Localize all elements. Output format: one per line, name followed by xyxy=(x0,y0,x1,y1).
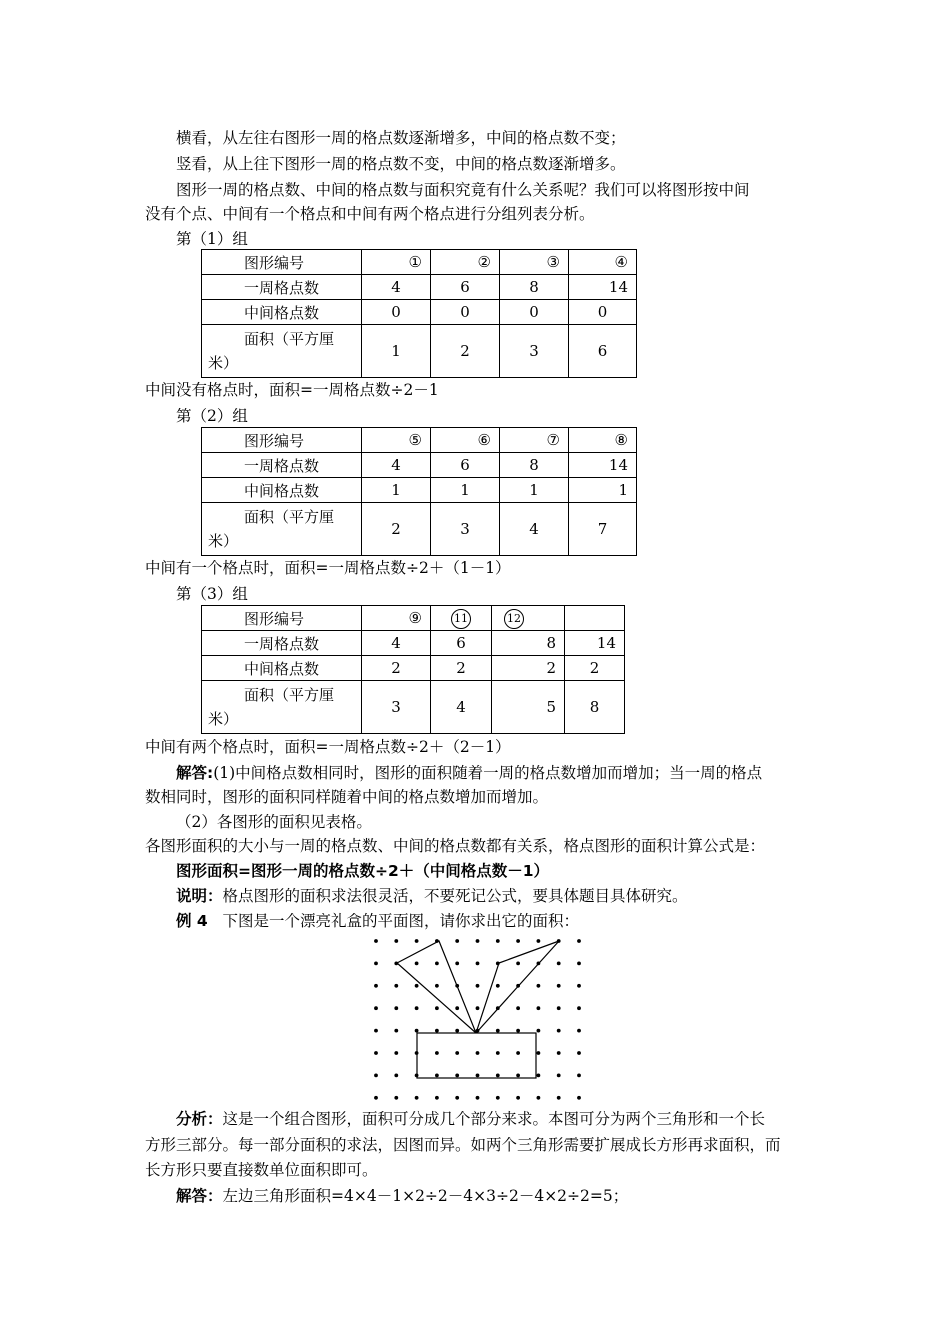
example-label: 例 4 xyxy=(176,912,208,930)
grid-dot xyxy=(374,984,378,988)
table-cell: 2 xyxy=(362,656,431,681)
analysis-line3: 长方形只要直接数单位面积即可。 xyxy=(145,1161,378,1179)
analysis-text: 这是一个组合图形，面积可分成几个部分来求。本图可分为两个三角形和一个长 xyxy=(222,1110,766,1128)
table-cell: 4 xyxy=(362,631,431,656)
header-cell: ⑥ xyxy=(431,428,500,453)
grid-dot xyxy=(415,1006,419,1010)
table-cell: 3 xyxy=(431,503,500,556)
grid-dot xyxy=(557,1096,561,1100)
grid-dot xyxy=(455,1006,459,1010)
grid-dot xyxy=(394,1006,398,1010)
grid-dot xyxy=(476,1051,480,1055)
area-label xyxy=(202,681,362,734)
grid-dot xyxy=(455,1051,459,1055)
row-label: 一周格点数 xyxy=(202,275,362,300)
para-horizontal: 横看，从左往右图形一周的格点数逐渐增多，中间的格点数不变； xyxy=(176,129,626,147)
grid-dot xyxy=(516,939,520,943)
table-cell: 14 xyxy=(565,631,625,656)
grid-dot xyxy=(577,984,581,988)
grid-dot xyxy=(516,1096,520,1100)
area-label-line2: 米） xyxy=(208,354,239,372)
area-label-line2: 米） xyxy=(208,532,239,550)
grid-dot xyxy=(537,939,541,943)
grid-dot xyxy=(516,1051,520,1055)
grid-dot xyxy=(435,1006,439,1010)
group1-title: 第（1）组 xyxy=(176,230,248,248)
grid-dot xyxy=(577,962,581,966)
answer-text: 左边三角形面积=4×4－1×2÷2－4×3÷2－4×2÷2=5； xyxy=(222,1187,629,1205)
group1-conclusion: 中间没有格点时，面积=一周格点数÷2－1 xyxy=(145,381,439,399)
header-cell xyxy=(492,606,565,631)
circled-number: 11 xyxy=(451,609,471,629)
table-cell: 6 xyxy=(431,453,500,478)
area-label-line2: 米） xyxy=(208,710,239,728)
group3-title: 第（3）组 xyxy=(176,585,248,603)
analysis-line2: 方形三部分。每一部分面积的求法，因图而异。如两个三角形需要扩展成长方形再求面积，而 xyxy=(145,1136,781,1154)
grid-dot xyxy=(496,1051,500,1055)
grid-dot xyxy=(374,1006,378,1010)
grid-dot xyxy=(577,1051,581,1055)
table-cell: 4 xyxy=(431,681,492,734)
table-cell: 0 xyxy=(569,300,637,325)
group3-conclusion: 中间有两个格点时，面积=一周格点数÷2＋（2－1） xyxy=(145,738,511,756)
header-cell: ① xyxy=(362,250,431,275)
grid-dot xyxy=(537,1074,541,1078)
grid-dot xyxy=(415,962,419,966)
header-cell: ③ xyxy=(500,250,569,275)
table-cell: 1 xyxy=(362,478,431,503)
table-row xyxy=(202,428,637,453)
grid-dot xyxy=(455,1074,459,1078)
grid-dot xyxy=(435,1051,439,1055)
header-cell: ⑦ xyxy=(500,428,569,453)
row-label: 中间格点数 xyxy=(202,478,362,503)
table-cell: 1 xyxy=(500,478,569,503)
table-row xyxy=(202,325,637,378)
grid-dot xyxy=(394,1074,398,1078)
summary: 各图形面积的大小与一周的格点数、中间的格点数都有关系，格点图形的面积计算公式是： xyxy=(145,837,766,855)
grid-dot xyxy=(455,939,459,943)
grid-dot xyxy=(537,984,541,988)
grid-dot xyxy=(557,1006,561,1010)
grid-dot xyxy=(577,1006,581,1010)
grid-dot xyxy=(476,1096,480,1100)
para-question-2: 没有个点、中间有一个格点和中间有两个格点进行分组列表分析。 xyxy=(145,205,595,223)
note-label: 说明： xyxy=(176,887,223,905)
group3-table xyxy=(201,605,625,734)
grid-dot xyxy=(476,984,480,988)
grid-dot xyxy=(415,1096,419,1100)
grid-dot xyxy=(557,962,561,966)
dot-grid xyxy=(374,939,581,1100)
header-cell: ⑧ xyxy=(569,428,637,453)
grid-dot xyxy=(394,939,398,943)
header-cell: 图形编号 xyxy=(202,606,362,631)
grid-dot xyxy=(374,1074,378,1078)
table-cell: 8 xyxy=(565,681,625,734)
answer-text: (1)中间格点数相同时，图形的面积随着一周的格点数增加而增加；当一周的格点 xyxy=(213,764,763,782)
grid-dot xyxy=(476,1006,480,1010)
table-cell: 6 xyxy=(431,275,500,300)
table-cell: 1 xyxy=(431,478,500,503)
table-row xyxy=(202,300,637,325)
grid-dot xyxy=(415,984,419,988)
grid-dot xyxy=(394,1051,398,1055)
example4 xyxy=(176,911,846,931)
table-cell: 7 xyxy=(569,503,637,556)
grid-dot xyxy=(537,1006,541,1010)
header-cell: ② xyxy=(431,250,500,275)
answer3 xyxy=(176,1186,846,1206)
header-cell xyxy=(565,606,625,631)
grid-dot xyxy=(455,1029,459,1033)
right-triangle xyxy=(476,941,559,1033)
table-cell: 8 xyxy=(500,453,569,478)
table-cell: 0 xyxy=(431,300,500,325)
grid-dot xyxy=(455,1096,459,1100)
table-row xyxy=(202,681,625,734)
table-cell: 4 xyxy=(500,503,569,556)
formula: 图形面积=图形一周的格点数÷2＋（中间格点数－1） xyxy=(176,862,550,880)
grid-dot xyxy=(557,984,561,988)
grid-dot xyxy=(537,1096,541,1100)
para-vertical: 竖看，从上往下图形一周的格点数不变，中间的格点数逐渐增多。 xyxy=(176,155,626,173)
area-label xyxy=(202,325,362,378)
analysis-label: 分析： xyxy=(176,1110,223,1128)
note xyxy=(176,886,846,906)
grid-dot xyxy=(476,1074,480,1078)
table-row xyxy=(202,606,625,631)
table-cell: 2 xyxy=(431,325,500,378)
grid-dot xyxy=(557,1074,561,1078)
grid-dot xyxy=(516,1029,520,1033)
grid-dot xyxy=(496,939,500,943)
gift-box-dot-grid xyxy=(355,930,595,1100)
table-cell: 1 xyxy=(362,325,431,378)
table-cell: 8 xyxy=(500,275,569,300)
table-cell: 4 xyxy=(362,453,431,478)
group2-table xyxy=(201,427,637,556)
group2-title: 第（2）组 xyxy=(176,407,248,425)
answer1-line2: 数相同时，图形的面积同样随着中间的格点数增加而增加。 xyxy=(145,788,549,806)
grid-dot xyxy=(557,1051,561,1055)
group2-conclusion: 中间有一个格点时，面积=一周格点数÷2＋（1－1） xyxy=(145,559,511,577)
header-cell: 图形编号 xyxy=(202,428,362,453)
grid-dot xyxy=(496,1074,500,1078)
table-cell: 14 xyxy=(569,453,637,478)
table-row xyxy=(202,503,637,556)
table-cell: 5 xyxy=(492,681,565,734)
header-cell: ⑤ xyxy=(362,428,431,453)
table-cell: 3 xyxy=(362,681,431,734)
answer-label: 解答： xyxy=(176,1187,223,1205)
table-row xyxy=(202,275,637,300)
header-cell xyxy=(431,606,492,631)
group1-table xyxy=(201,249,637,378)
table-row xyxy=(202,250,637,275)
table-cell: 8 xyxy=(492,631,565,656)
table-row xyxy=(202,631,625,656)
grid-dot xyxy=(476,962,480,966)
grid-dot xyxy=(435,1096,439,1100)
grid-dot xyxy=(496,984,500,988)
grid-dot xyxy=(374,939,378,943)
table-cell: 2 xyxy=(431,656,492,681)
example-text: 下图是一个漂亮礼盒的平面图，请你求出它的面积： xyxy=(222,912,579,930)
box-rectangle xyxy=(417,1033,536,1078)
grid-dot xyxy=(374,1096,378,1100)
table-cell: 1 xyxy=(569,478,637,503)
grid-dot xyxy=(577,1074,581,1078)
circled-number: 12 xyxy=(504,609,524,629)
note-text: 格点图形的面积求法很灵活，不要死记公式，要具体题目具体研究。 xyxy=(222,887,688,905)
grid-dot xyxy=(394,1029,398,1033)
table-cell: 2 xyxy=(565,656,625,681)
area-label xyxy=(202,503,362,556)
grid-dot xyxy=(516,962,520,966)
table-cell: 2 xyxy=(492,656,565,681)
row-label: 一周格点数 xyxy=(202,631,362,656)
table-cell: 2 xyxy=(362,503,431,556)
grid-dot xyxy=(435,984,439,988)
table-row xyxy=(202,453,637,478)
para-question-1: 图形一周的格点数、中间的格点数与面积究竟有什么关系呢？我们可以将图形按中间 xyxy=(176,181,750,199)
grid-dot xyxy=(374,1029,378,1033)
grid-dot xyxy=(537,1051,541,1055)
grid-dot xyxy=(394,1096,398,1100)
row-label: 中间格点数 xyxy=(202,300,362,325)
grid-dot xyxy=(516,1074,520,1078)
grid-dot xyxy=(455,962,459,966)
grid-dot xyxy=(374,1051,378,1055)
header-cell: ⑨ xyxy=(362,606,431,631)
answer2: （2）各图形的面积见表格。 xyxy=(176,813,372,831)
grid-dot xyxy=(435,1029,439,1033)
grid-dot xyxy=(516,1006,520,1010)
grid-dot xyxy=(577,1029,581,1033)
grid-dot xyxy=(577,939,581,943)
table-cell: 0 xyxy=(500,300,569,325)
answer1-line1 xyxy=(176,763,846,783)
table-cell: 3 xyxy=(500,325,569,378)
grid-dot xyxy=(374,962,378,966)
table-cell: 6 xyxy=(569,325,637,378)
grid-dot xyxy=(537,1029,541,1033)
table-cell: 6 xyxy=(431,631,492,656)
table-cell: 14 xyxy=(569,275,637,300)
grid-dot xyxy=(496,1096,500,1100)
header-cell: ④ xyxy=(569,250,637,275)
row-label: 一周格点数 xyxy=(202,453,362,478)
area-label-line1: 面积（平方厘 xyxy=(244,686,335,704)
table-cell: 0 xyxy=(362,300,431,325)
grid-dot xyxy=(415,1029,419,1033)
grid-dot xyxy=(435,962,439,966)
table-row xyxy=(202,656,625,681)
grid-dot xyxy=(435,1074,439,1078)
area-label-line1: 面积（平方厘 xyxy=(244,508,335,526)
grid-dot xyxy=(476,939,480,943)
grid-dot xyxy=(557,1029,561,1033)
grid-dot xyxy=(394,984,398,988)
area-label-line1: 面积（平方厘 xyxy=(244,330,335,348)
grid-dot xyxy=(415,939,419,943)
grid-dot xyxy=(496,1029,500,1033)
grid-dot xyxy=(577,1096,581,1100)
table-row xyxy=(202,478,637,503)
row-label: 中间格点数 xyxy=(202,656,362,681)
answer-label: 解答: xyxy=(176,764,214,782)
analysis-line1 xyxy=(176,1109,846,1129)
table-cell: 4 xyxy=(362,275,431,300)
header-cell: 图形编号 xyxy=(202,250,362,275)
